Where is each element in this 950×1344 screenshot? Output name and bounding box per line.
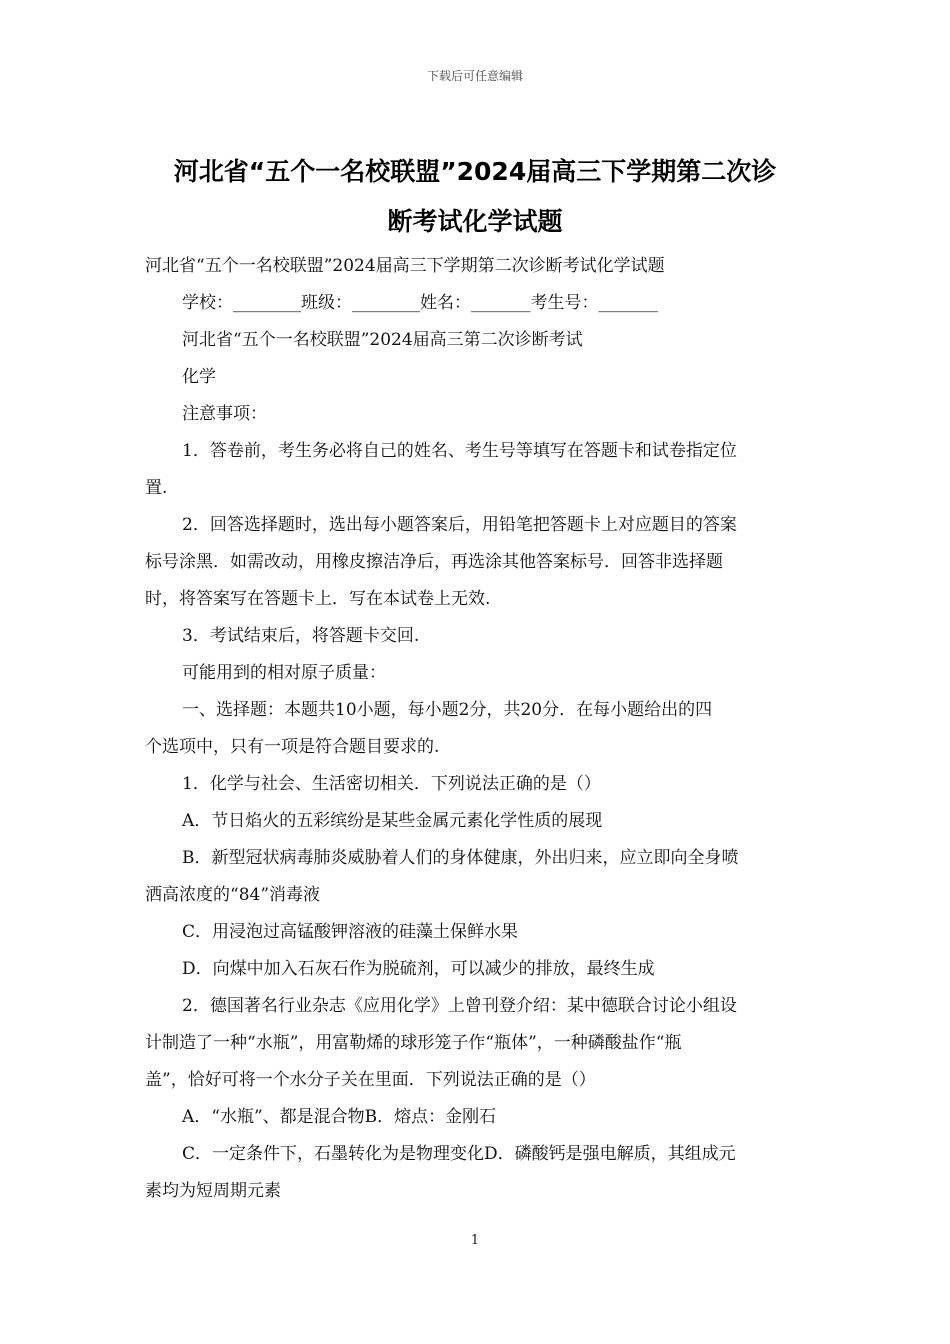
body-line: 个选项中，只有一项是符合题目要求的. bbox=[145, 737, 440, 757]
document-title-line-1: 河北省“五个一名校联盟”2024届高三下学期第二次诊 bbox=[173, 157, 777, 186]
body-line: 标号涂黑．如需改动，用橡皮擦洁净后，再选涂其他答案标号．回答非选择题 bbox=[145, 552, 723, 572]
body-line: 学校：________班级：________姓名：_______考生号：_______ bbox=[182, 293, 658, 313]
body-line: 河北省“五个一名校联盟”2024届高三下学期第二次诊断考试化学试题 bbox=[145, 256, 665, 276]
document-body bbox=[145, 248, 809, 1210]
document-title-line-2: 断考试化学试题 bbox=[387, 207, 563, 236]
body-line: D．向煤中加入石灰石作为脱硫剂，可以减少的排放，最终生成 bbox=[182, 959, 655, 979]
body-line: 计制造了一种“水瓶”，用富勒烯的球形笼子作“瓶体”，一种磷酸盐作“瓶 bbox=[145, 1033, 682, 1053]
body-line: 2．德国著名行业杂志《应用化学》上曾刊登介绍：某中德联合讨论小组设 bbox=[182, 996, 737, 1016]
body-line: A．“水瓶”、都是混合物B．熔点：金刚石 bbox=[182, 1107, 497, 1127]
body-line: B．新型冠状病毒肺炎威胁着人们的身体健康，外出归来，应立即向全身喷 bbox=[182, 848, 739, 868]
body-line: 时，将答案写在答题卡上．写在本试卷上无效. bbox=[145, 589, 491, 609]
body-line: 3．考试结束后，将答题卡交回. bbox=[182, 626, 420, 646]
body-line: 1．化学与社会、生活密切相关．下列说法正确的是（） bbox=[182, 774, 601, 794]
body-line: 化学 bbox=[182, 367, 216, 387]
body-line: 可能用到的相对原子质量： bbox=[182, 663, 386, 683]
body-line: 2．回答选择题时，选出每小题答案后，用铅笔把答题卡上对应题目的答案 bbox=[182, 515, 737, 535]
body-line: 素均为短周期元素 bbox=[145, 1181, 281, 1201]
body-line: 盖”，恰好可将一个水分子关在里面．下列说法正确的是（） bbox=[145, 1070, 596, 1090]
body-line: C．一定条件下，石墨转化为是物理变化D．磷酸钙是强电解质，其组成元 bbox=[182, 1144, 736, 1164]
body-line: 注意事项： bbox=[182, 404, 267, 424]
body-line: 河北省“五个一名校联盟”2024届高三第二次诊断考试 bbox=[182, 330, 583, 350]
body-line: 1．答卷前，考生务必将自己的姓名、考生号等填写在答题卡和试卷指定位 bbox=[182, 441, 737, 461]
body-line: 置. bbox=[145, 478, 168, 498]
body-line: 一、选择题：本题共10小题，每小题2分，共20分．在每小题给出的四 bbox=[182, 700, 713, 720]
page-number: 1 bbox=[470, 1233, 480, 1248]
body-line: A．节日焰火的五彩缤纷是某些金属元素化学性质的展现 bbox=[182, 811, 603, 831]
body-line: C．用浸泡过高锰酸钾溶液的硅藻土保鲜水果 bbox=[182, 922, 519, 942]
header-note: 下载后可任意编辑 bbox=[426, 69, 523, 83]
body-line: 洒高浓度的“84”消毒液 bbox=[145, 885, 321, 905]
